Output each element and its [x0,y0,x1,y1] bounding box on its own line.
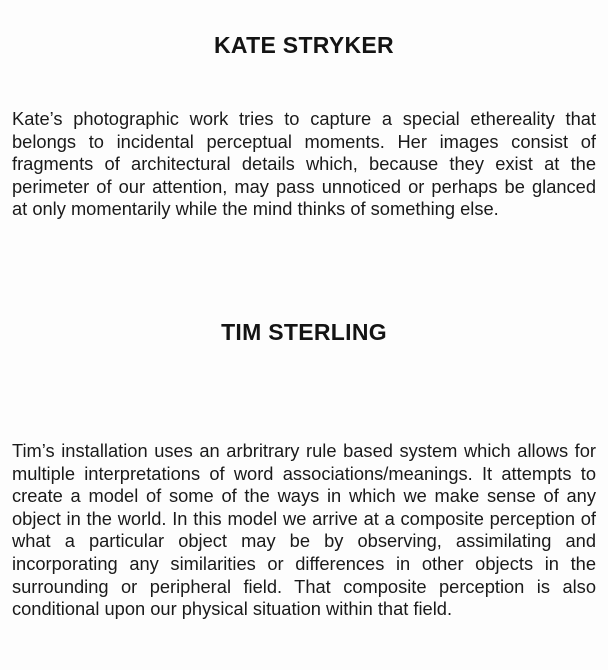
artist-name-heading: TIM STERLING [221,319,387,345]
artist-statement-paragraph: Tim’s installation uses an arbritrary rule based system which allows for multiple interpretations of word associations/meanings. It attempts to create a model of some of the ways in which we make sense of any object in the world. In this model we arrive at a composite perception of what a particular object may be by observing, assimilating and incorporating any similarities or differences in other objects in the surrounding or peripheral field. That composite perception is also conditional upon our physical situation within that field. [12,440,596,620]
artist-name-heading: KATE STRYKER [214,32,394,58]
artist-statement-paragraph: Kate’s photographic work tries to capture a special ethereality that belongs to incidental perceptual moments. Her images consist of fragments of architectural details which, because they exist at the perimeter of our attention, may pass unnoticed or perhaps be glanced at only momentarily while the mind thinks of something else. [12,108,596,220]
